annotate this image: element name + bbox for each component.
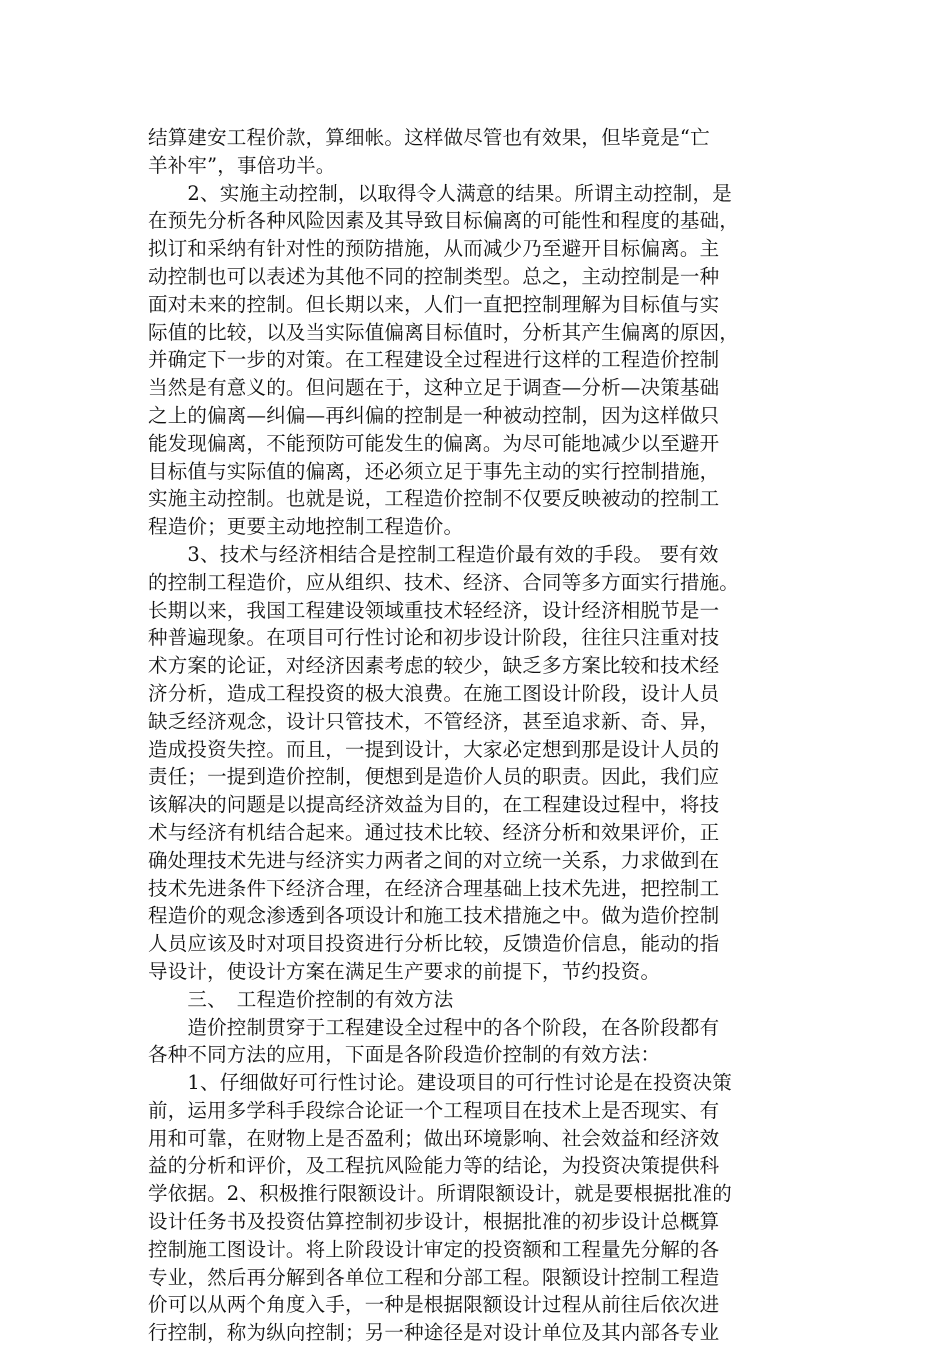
text-line: 设计任务书及投资估算控制初步设计，根据批准的初步设计总概算 (148, 1210, 720, 1234)
text-line: 价可以从两个角度入手，一种是根据限额设计过程从前往后依次进 (148, 1293, 720, 1317)
text-line: 结算建安工程价款，算细帐。这样做尽管也有效果，但毕竟是“亡 (148, 126, 710, 149)
text-line: 羊补牢”，事倍功半。 (148, 153, 336, 177)
text-line: 学依据。2、积极推行限额设计。所谓限额设计，就是要根据批准的 (148, 1182, 732, 1206)
text-line: 在预先分析各种风险因素及其导致目标偏离的可能性和程度的基础， (148, 209, 740, 233)
text-line: 人员应该及时对项目投资进行分析比较，反馈造价信息，能动的指 (148, 932, 720, 956)
text-line: 前，运用多学科手段综合论证一个工程项目在技术上是否现实、有 (148, 1098, 720, 1122)
text-line: 行控制，称为纵向控制；另一种途径是对设计单位及其内部各专业 (148, 1321, 720, 1345)
text-line: 2、实施主动控制，以取得令人满意的结果。所谓主动控制，是 (148, 181, 732, 205)
text-line: 缺乏经济观念，设计只管技术，不管经济，甚至追求新、奇、异， (148, 709, 720, 733)
text-line: 益的分析和评价，及工程抗风险能力等的结论，为投资决策提供科 (148, 1154, 720, 1178)
text-line: 际值的比较，以及当实际值偏离目标值时，分析其产生偏离的原因， (148, 320, 740, 344)
text-line: 造价控制贯穿于工程建设全过程中的各个阶段，在各阶段都有 (148, 1015, 720, 1039)
text-line: 目标值与实际值的偏离，还必须立足于事先主动的实行控制措施， (148, 459, 720, 483)
text-line: 面对未来的控制。但长期以来，人们一直把控制理解为目标值与实 (148, 292, 720, 316)
text-line: 济分析，造成工程投资的极大浪费。在施工图设计阶段，设计人员 (148, 681, 720, 705)
text-line: 术方案的论证，对经济因素考虑的较少，缺乏多方案比较和技术经 (148, 654, 720, 678)
text-line: 控制施工图设计。将上阶段设计审定的投资额和工程量先分解的各 (148, 1237, 720, 1261)
text-line: 实施主动控制。也就是说，工程造价控制不仅要反映被动的控制工 (148, 487, 720, 511)
text-line: 拟订和采纳有针对性的预防措施，从而减少乃至避开目标偏离。主 (148, 237, 720, 261)
text-line: 导设计，使设计方案在满足生产要求的前提下，节约投资。 (148, 959, 661, 983)
text-line: 三、 工程造价控制的有效方法 (148, 987, 454, 1011)
text-line: 能发现偏离，不能预防可能发生的偏离。为尽可能地减少以至避开 (148, 431, 720, 455)
text-line: 技术先进条件下经济合理，在经济合理基础上技术先进，把控制工 (148, 876, 720, 900)
document-body (148, 124, 808, 1347)
text-line: 动控制也可以表述为其他不同的控制类型。总之，主动控制是一种 (148, 264, 720, 288)
text-line: 种普遍现象。在项目可行性讨论和初步设计阶段，往往只注重对技 (148, 626, 720, 650)
text-line: 各种不同方法的应用，下面是各阶段造价控制的有效方法： (148, 1043, 661, 1067)
text-line: 确处理技术先进与经济实力两者之间的对立统一关系，力求做到在 (148, 848, 720, 872)
text-line: 的控制工程造价，应从组织、技术、经济、合同等多方面实行措施。 (148, 570, 740, 594)
text-line: 该解决的问题是以提高经济效益为目的，在工程建设过程中，将技 (148, 793, 720, 817)
text-line: 3、技术与经济相结合是控制工程造价最有效的手段。 要有效 (148, 542, 719, 566)
text-line: 用和可靠，在财物上是否盈利；做出环境影响、社会效益和经济效 (148, 1126, 720, 1150)
text-line: 并确定下一步的对策。在工程建设全过程进行这样的工程造价控制 (148, 348, 720, 372)
text-line: 长期以来，我国工程建设领域重技术轻经济，设计经济相脱节是一 (148, 598, 720, 622)
text-line: 1、仔细做好可行性讨论。建设项目的可行性讨论是在投资决策 (148, 1071, 732, 1095)
text-line: 当然是有意义的。但问题在于，这种立足于调查—分析—决策基础 (148, 376, 720, 400)
text-line: 专业，然后再分解到各单位工程和分部工程。限额设计控制工程造 (148, 1265, 720, 1289)
text-line: 之上的偏离—纠偏—再纠偏的控制是一种被动控制，因为这样做只 (148, 403, 720, 427)
text-line: 程造价的观念渗透到各项设计和施工技术措施之中。做为造价控制 (148, 904, 720, 928)
text-line: 责任；一提到造价控制，便想到是造价人员的职责。因此，我们应 (148, 765, 720, 789)
text-line: 程造价；更要主动地控制工程造价。 (148, 515, 464, 539)
text-line: 造成投资失控。而且，一提到设计，大家必定想到那是设计人员的 (148, 737, 720, 761)
text-line: 术与经济有机结合起来。通过技术比较、经济分析和效果评价，正 (148, 820, 720, 844)
